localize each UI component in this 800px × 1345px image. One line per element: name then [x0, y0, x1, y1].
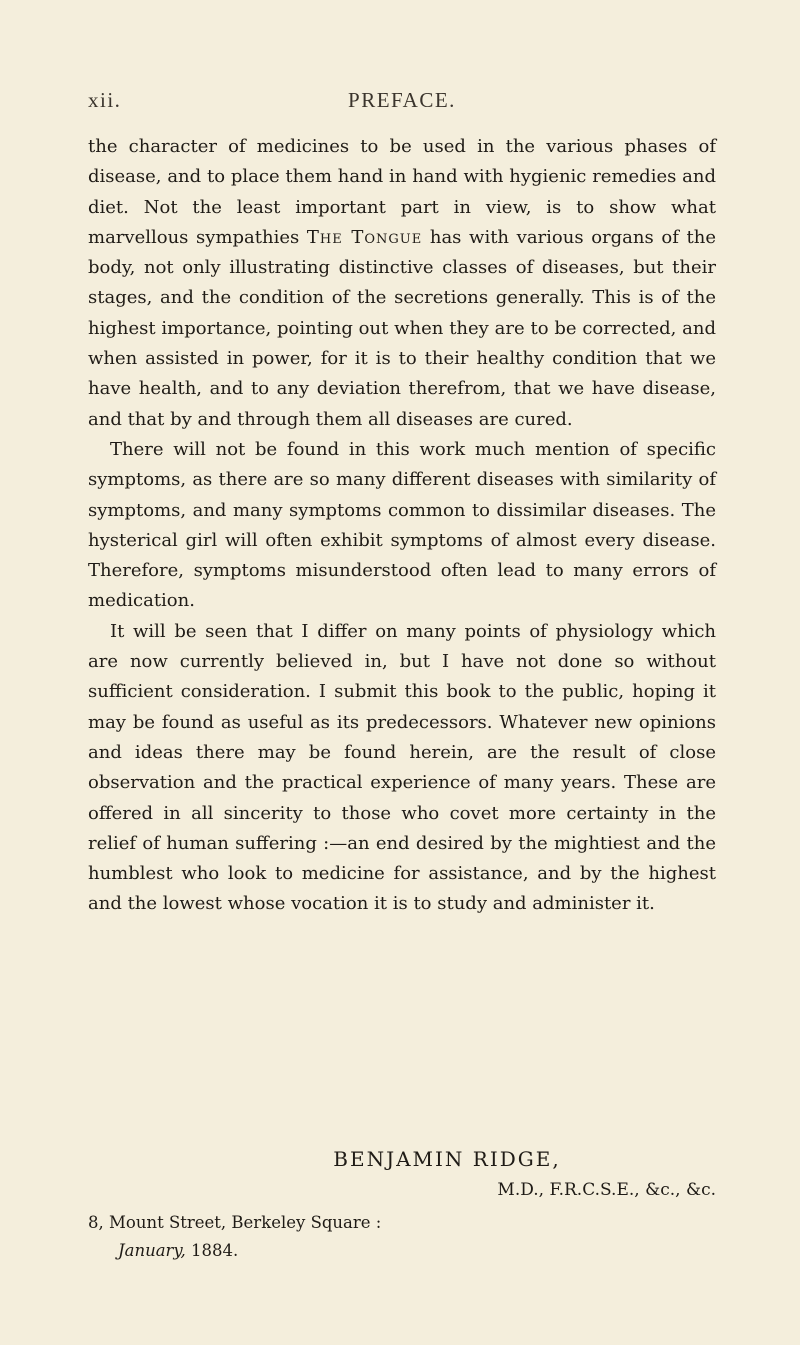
author-credentials: M.D., F.R.C.S.E., &c., &c.	[497, 1180, 716, 1200]
author-name: BENJAMIN RIDGE,	[333, 1147, 561, 1171]
running-head	[88, 88, 716, 112]
signature-date	[88, 1237, 716, 1265]
paragraph-1	[88, 132, 716, 435]
book-title-reference: The Tongue	[306, 226, 423, 248]
date-year: 1884.	[185, 1241, 239, 1260]
preface-body	[88, 132, 716, 920]
signature-block	[88, 1143, 716, 1265]
paragraph-2: There will not be found in this work much mention of specific symptoms, as there are so many different diseases with similarity of symptoms, and many symptoms common to dissimilar diseases. The hysterical girl will often exhibit symptoms of almost every disease. Therefore, symptoms misunderstood often lead to many errors of medication.	[88, 438, 716, 612]
running-title: PREFACE.	[348, 88, 456, 112]
paragraph-1-part-a: the character of medicines to be used in the various phases of disease, and to place them hand in hand with hygienic remedies and diet. Not the least important part in view, is to show what marvellous sympathies	[88, 136, 716, 248]
date-month: January,	[118, 1241, 186, 1260]
paragraph-1-part-b: has with various organs of the body, not only illustrating distinctive classes of diseases, but their stages, and the condition of the secretions generally. This is of the highest importance, pointing out when they are to be corrected, and when assisted in power, for it is to their healthy condition that we have health, and to any deviation therefrom, that we have disease, and that by and through them all diseases are cured.	[88, 226, 716, 430]
author-address: 8, Mount Street, Berkeley Square :	[88, 1213, 382, 1232]
page-number: xii.	[88, 88, 122, 112]
paragraph-3: It will be seen that I differ on many points of physiology which are now currently believed in, but I have not done so without sufficient consideration. I submit this book to the public, hoping it may be found as useful as its predecessors. Whatever new opinions and ideas there may be found herein, are the result of close observation and the practical experience of many years. These are offered in all sincerity to those who covet more certainty in the relief of human suffering :—an end desired by the mightiest and the humblest who look to medicine for assistance, and by the highest and the lowest whose vocation it is to study and administer it.	[88, 620, 716, 915]
